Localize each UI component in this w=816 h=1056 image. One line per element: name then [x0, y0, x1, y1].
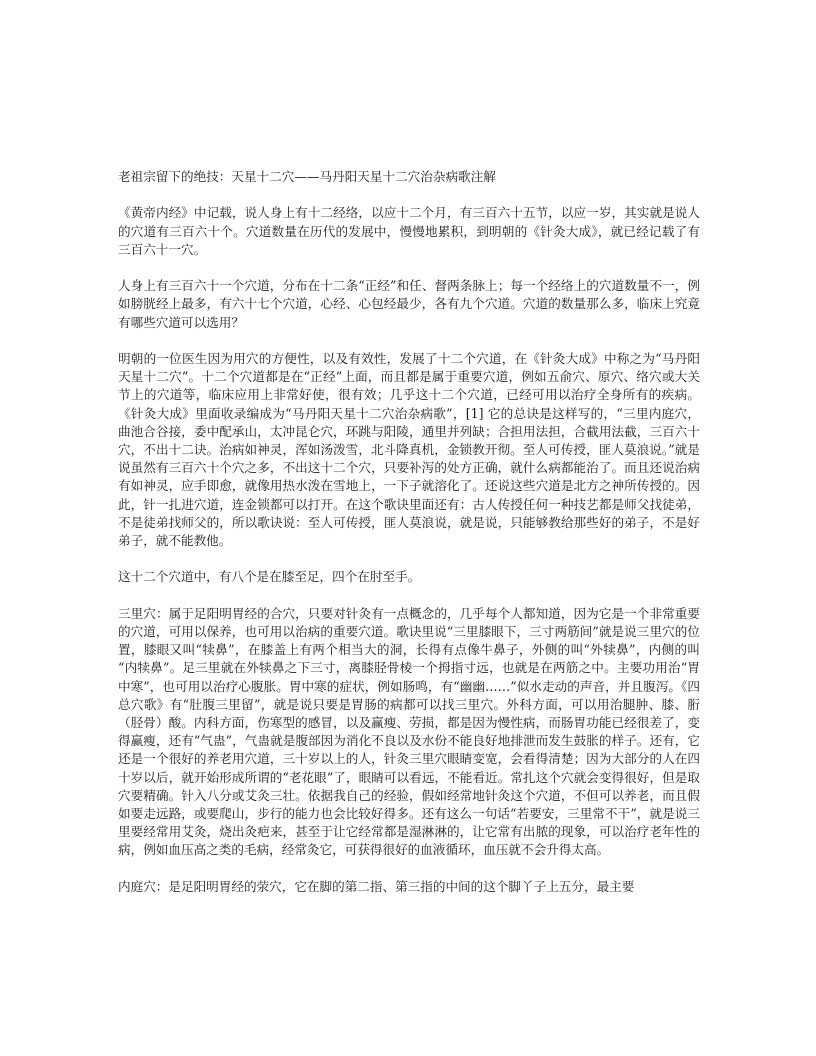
- paragraph: 内庭穴：是足阳明胃经的荥穴，它在脚的第二指、第三指的中间的这个脚丫子上五分，最主要: [118, 878, 635, 894]
- paragraph: 三里穴：属于足阳明胃经的合穴，只要对针灸有一点概念的，几乎每个人都知道，因为它是一个非常重要的穴道，可用以保养，也可用以治病的重要穴道。歌诀里说“三里膝眼下，三寸两筋间”就是说三里穴的位置，膝眼又叫“犊鼻”，在膝盖上有两个相当大的洞，长得有点像牛鼻子，外侧的叫“外犊鼻”，内侧的叫“内犊鼻”。足三里就在外犊鼻之下三寸，离膝胫骨棱一个拇指寸远，也就是在两筋之中。主要功用治“胃中寒”，也可用以治疗心腹胀。胃中寒的症状，例如肠鸣，有“幽幽……”似水走动的声音，并且腹泻。《四总穴歌》有“肚腹三里留”，就是说只要是胃肠的病都可以找三里穴。外科方面，可以用治腿肿、膝、胻（胫骨）酸。内科方面，伤寒型的感冒，以及赢瘦、劳损，都是因为慢性病，而肠胃功能已经很差了，变得赢瘦，还有“气蛊”，气蛊就是腹部因为消化不良以及水份不能良好地排泄而发生鼓胀的样子。还有，它还是一个很好的养老用穴道，三十岁以上的人，针灸三里穴眼睛变宽，会看得清楚；因为大部分的人在四十岁以后，就开始形成所谓的“老花眼”了，眼睛可以看远，不能看近。常扎这个穴就会变得很好，但是取穴要精确。针入八分或艾灸三壮。依据我自己的经验，假如经常地针灸这个穴道，不但可以养老，而且假如要走远路，或要爬山，步行的能力也会比较好得多。还有这么一句话“若要安，三里常不干”，就是说三里要经常用艾灸，烧出灸疤来，甚至于让它经常都是湿淋淋的，让它常有出脓的现象，可以治疗老年性的病，例如血压高之类的毛病，经常灸它，可获得很好的血液循环，血压就不会升得太高。: [118, 605, 700, 858]
- paragraph: 这十二个穴道中，有八个是在膝至足，四个在肘至手。: [118, 569, 421, 585]
- paragraph: 明朝的一位医生因为用穴的方便性，以及有效性，发展了十二个穴道，在《针灸大成》中称之为“马丹阳天星十二穴”。十二个穴道都是在“正经”上面，而且都是属于重要穴道，例如五俞穴、原穴、络穴或大关节上的穴道等，临床应用上非常好使，很有效；几乎这十二个穴道，已经可用以治疗全身所有的疾病。《针灸大成》里面收录编成为“马丹阳天星十二穴治杂病歌”，[1] 它的总诀是这样写的，“三里内庭穴，曲池合谷接，委中配承山，太冲昆仑穴，环跳与阳陵，通里并列缺；合担用法担，合截用法截，三百六十穴，不出十二诀。治病如神灵，浑如汤泼雪，北斗降真机，金锁教开彻。至人可传授，匪人莫浪说。”就是说虽然有三百六十个穴之多，不出这十二个穴，只要补泻的处方正确，就什么病都能治了。而且还说治病有如神灵，应手即愈，就像用热水泼在雪地上，一下子就溶化了。还说这些穴道是北方之神所传授的。因此，针一扎进穴道，连金锁都可以打开。在这个歌诀里面还有：古人传授任何一种技艺都是师父找徒弟，不是徒弟找师父的，所以歌诀说：至人可传授，匪人莫浪说，就是说，只能够教给那些好的弟子，不是好弟子，就不能教他。: [118, 350, 700, 549]
- document-title: 老祖宗留下的绝技：天星十二穴——马丹阳天星十二穴治杂病歌注解: [118, 169, 496, 184]
- document-body: [118, 168, 700, 896]
- paragraph: 人身上有三百六十一个穴道，分布在十二条“正经”和任、督两条脉上；每一个经络上的穴道数量不一，例如膀胱经上最多，有六十七个穴道，心经、心包经最少，各有九个穴道。穴道的数量那么多，临床上究竟有哪些穴道可以选用？: [118, 278, 700, 330]
- paragraph: 《黄帝内经》中记载，说人身上有十二经络，以应十二个月，有三百六十五节，以应一岁，其实就是说人的穴道有三百六十个。穴道数量在历代的发展中，慢慢地累积，到明朝的《针灸大成》，就已经记载了有三百六十一穴。: [118, 205, 700, 257]
